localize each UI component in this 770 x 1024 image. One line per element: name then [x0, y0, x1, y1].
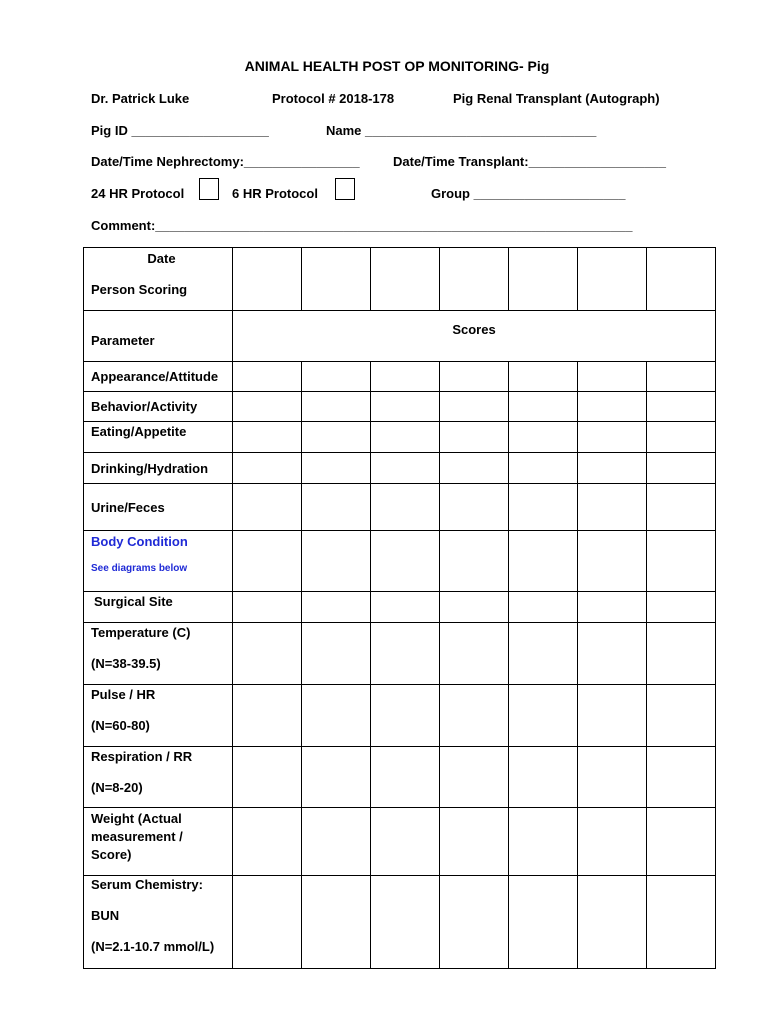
score-cell[interactable]: [440, 422, 509, 453]
protocol-number: Protocol # 2018-178: [272, 91, 395, 106]
score-cell[interactable]: [440, 685, 509, 747]
score-cell[interactable]: [371, 248, 440, 311]
protocol-24-checkbox[interactable]: [199, 178, 219, 200]
eating-cell: [84, 422, 233, 453]
score-cell[interactable]: [578, 876, 647, 969]
score-cell[interactable]: [578, 808, 647, 876]
score-cell[interactable]: [233, 362, 302, 392]
doctor-name: Dr. Patrick Luke: [91, 91, 190, 106]
score-cell[interactable]: [371, 453, 440, 484]
protocol-6-label: 6 HR Protocol: [232, 186, 318, 201]
score-cell[interactable]: [440, 453, 509, 484]
score-cell[interactable]: [578, 362, 647, 392]
score-cell[interactable]: [302, 592, 371, 623]
surgical-site-cell: [84, 592, 233, 623]
score-cell[interactable]: [509, 531, 578, 592]
score-cell[interactable]: [371, 876, 440, 969]
score-cell[interactable]: [578, 422, 647, 453]
table-row: [84, 592, 716, 623]
score-cell[interactable]: [440, 392, 509, 422]
score-cell[interactable]: [371, 531, 440, 592]
score-cell[interactable]: [440, 876, 509, 969]
score-cell[interactable]: [509, 248, 578, 311]
weight-label-3: Score): [91, 847, 132, 862]
table-row-parameter: [84, 311, 716, 362]
score-cell[interactable]: [578, 685, 647, 747]
table-row: [84, 531, 716, 592]
serum-label: Serum Chemistry:: [91, 877, 203, 892]
score-cell[interactable]: [509, 592, 578, 623]
table-row: [84, 422, 716, 453]
score-cell[interactable]: [233, 685, 302, 747]
score-cell[interactable]: [371, 484, 440, 531]
score-cell[interactable]: [509, 422, 578, 453]
monitoring-table: [83, 247, 716, 969]
score-cell[interactable]: [647, 422, 716, 453]
score-cell[interactable]: [509, 685, 578, 747]
score-cell[interactable]: [302, 362, 371, 392]
score-cell[interactable]: [578, 248, 647, 311]
weight-label-1: Weight (Actual: [91, 811, 182, 826]
score-cell[interactable]: [302, 453, 371, 484]
table-row: [84, 392, 716, 422]
person-scoring-label: Person Scoring: [91, 282, 188, 297]
score-cell[interactable]: [302, 531, 371, 592]
score-cell[interactable]: [371, 392, 440, 422]
score-cell[interactable]: [509, 453, 578, 484]
score-cell[interactable]: [647, 453, 716, 484]
score-cell[interactable]: [509, 808, 578, 876]
body-condition-cell: [84, 531, 233, 592]
respiration-cell: [84, 747, 233, 808]
respiration-label: Respiration / RR: [91, 749, 193, 764]
score-cell[interactable]: [302, 484, 371, 531]
score-cell[interactable]: [509, 623, 578, 685]
score-cell[interactable]: [371, 808, 440, 876]
score-cell[interactable]: [578, 592, 647, 623]
temperature-label: Temperature (C): [91, 625, 191, 640]
score-cell[interactable]: [440, 484, 509, 531]
nephrectomy-field[interactable]: Date/Time Nephrectomy:________________: [91, 154, 360, 169]
see-diagrams-link[interactable]: See diagrams below: [91, 563, 188, 574]
score-cell[interactable]: [440, 248, 509, 311]
weight-cell: [84, 808, 233, 876]
bun-label: BUN: [91, 908, 120, 923]
table-row: [84, 685, 716, 747]
urine-label: Urine/Feces: [91, 499, 165, 515]
score-cell[interactable]: [233, 248, 302, 311]
table-row: [84, 808, 716, 876]
behavior-cell: [84, 392, 233, 422]
appearance-label: Appearance/Attitude: [91, 369, 219, 384]
score-cell[interactable]: [509, 392, 578, 422]
score-cell[interactable]: [233, 422, 302, 453]
score-cell[interactable]: [233, 747, 302, 808]
score-cell[interactable]: [647, 248, 716, 311]
score-cell[interactable]: [647, 623, 716, 685]
scores-header: [233, 311, 716, 362]
surgical-site-label: Surgical Site: [94, 594, 173, 609]
score-cell[interactable]: [233, 531, 302, 592]
score-cell[interactable]: [647, 747, 716, 808]
group-field[interactable]: Group _____________________: [431, 186, 626, 201]
score-cell[interactable]: [578, 623, 647, 685]
score-cell[interactable]: [509, 876, 578, 969]
study-title: Pig Renal Transplant (Autograph): [453, 91, 660, 106]
score-cell[interactable]: [509, 484, 578, 531]
score-cell[interactable]: [578, 392, 647, 422]
temperature-cell: [84, 623, 233, 685]
score-cell[interactable]: [578, 484, 647, 531]
score-cell[interactable]: [233, 808, 302, 876]
score-cell[interactable]: [647, 392, 716, 422]
score-cell[interactable]: [578, 747, 647, 808]
score-cell[interactable]: [647, 876, 716, 969]
score-cell[interactable]: [647, 685, 716, 747]
score-cell[interactable]: [233, 623, 302, 685]
page-title: ANIMAL HEALTH POST OP MONITORING- Pig: [244, 58, 550, 74]
eating-label: Eating/Appetite: [91, 424, 187, 439]
score-cell[interactable]: [647, 531, 716, 592]
score-cell[interactable]: [371, 747, 440, 808]
score-cell[interactable]: [440, 623, 509, 685]
score-cell[interactable]: [233, 392, 302, 422]
score-cell[interactable]: [371, 623, 440, 685]
table-row-date: [84, 248, 716, 311]
score-cell[interactable]: [233, 484, 302, 531]
temperature-range: (N=38-39.5): [91, 656, 161, 671]
table-row: [84, 453, 716, 484]
score-cell[interactable]: [578, 531, 647, 592]
score-cell[interactable]: [302, 685, 371, 747]
pulse-range: (N=60-80): [91, 718, 150, 733]
name-field[interactable]: Name ________________________________: [326, 123, 597, 138]
score-cell[interactable]: [302, 747, 371, 808]
score-cell[interactable]: [647, 808, 716, 876]
score-cell[interactable]: [302, 392, 371, 422]
score-cell[interactable]: [233, 876, 302, 969]
score-cell[interactable]: [371, 362, 440, 392]
serum-cell: [84, 876, 233, 969]
score-cell[interactable]: [440, 362, 509, 392]
weight-label-2: measurement /: [91, 829, 183, 844]
pulse-cell: [84, 685, 233, 747]
transplant-field[interactable]: Date/Time Transplant:___________________: [393, 154, 666, 169]
pig-id-field[interactable]: Pig ID ___________________: [91, 123, 269, 138]
parameter-label: Parameter: [91, 332, 155, 348]
comment-field[interactable]: Comment:__________________________________________________________________: [91, 218, 633, 233]
score-cell[interactable]: [440, 747, 509, 808]
pulse-label: Pulse / HR: [91, 687, 156, 702]
score-cell[interactable]: [647, 362, 716, 392]
drinking-label: Drinking/Hydration: [91, 460, 209, 476]
score-cell[interactable]: [302, 623, 371, 685]
score-cell[interactable]: [233, 592, 302, 623]
score-cell[interactable]: [302, 422, 371, 453]
protocol-24-label: 24 HR Protocol: [91, 186, 185, 201]
table-row: [84, 362, 716, 392]
score-cell[interactable]: [509, 362, 578, 392]
date-label: Date: [147, 251, 176, 266]
score-cell[interactable]: [371, 592, 440, 623]
score-cell[interactable]: [233, 453, 302, 484]
score-cell[interactable]: [509, 747, 578, 808]
score-cell[interactable]: [440, 531, 509, 592]
score-cell[interactable]: [371, 422, 440, 453]
score-cell[interactable]: [302, 248, 371, 311]
parameter-cell: [84, 311, 233, 362]
bun-range: (N=2.1-10.7 mmol/L): [91, 939, 215, 954]
behavior-label: Behavior/Activity: [91, 399, 198, 414]
score-cell[interactable]: [302, 808, 371, 876]
table-row: [84, 484, 716, 531]
score-cell[interactable]: [647, 484, 716, 531]
appearance-cell: [84, 362, 233, 392]
score-cell[interactable]: [578, 453, 647, 484]
score-cell[interactable]: [647, 592, 716, 623]
respiration-range: (N=8-20): [91, 780, 143, 795]
body-condition-label: Body Condition: [91, 534, 188, 549]
score-cell[interactable]: [371, 685, 440, 747]
protocol-6-checkbox[interactable]: [335, 178, 355, 200]
urine-cell: [84, 484, 233, 531]
score-cell[interactable]: [440, 808, 509, 876]
table-row: [84, 747, 716, 808]
score-cell[interactable]: [440, 592, 509, 623]
scores-label: Scores: [452, 322, 496, 337]
date-cell: [84, 248, 233, 311]
table-row: [84, 623, 716, 685]
score-cell[interactable]: [302, 876, 371, 969]
table-row: [84, 876, 716, 969]
drinking-cell: [84, 453, 233, 484]
